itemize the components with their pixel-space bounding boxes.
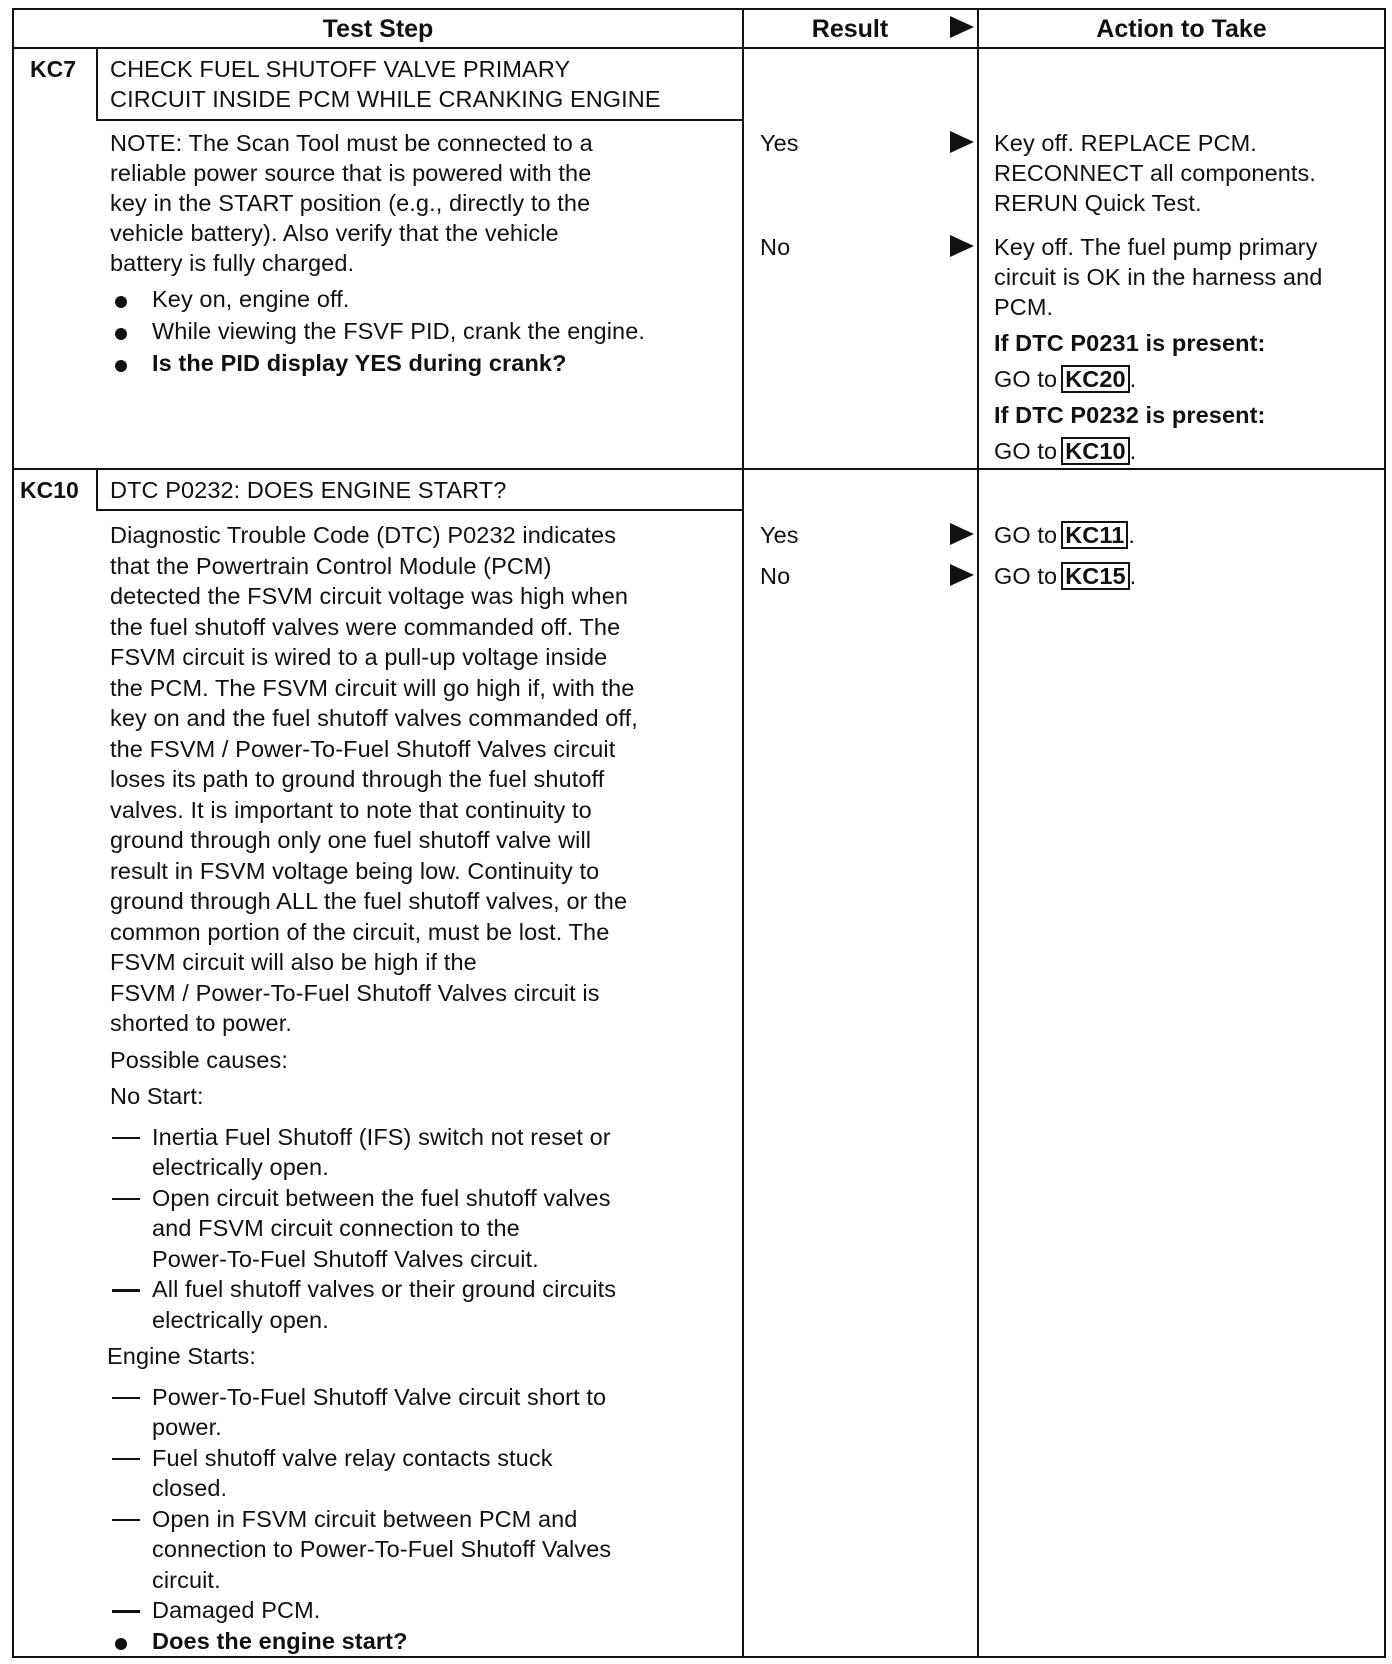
kc10-no-goto: GO to KC15 .	[994, 563, 1137, 589]
kc10-yes-goto: GO to KC11 .	[994, 522, 1136, 548]
goto-kc20-link[interactable]: KC20	[1061, 365, 1129, 393]
border-bottom	[12, 1656, 1386, 1658]
kc7-condition-p0232: If DTC P0232 is present:	[994, 402, 1266, 428]
goto-text: GO to	[994, 563, 1058, 589]
dash-icon	[112, 1610, 140, 1613]
engine-starts-cause-line: power.	[152, 1414, 222, 1440]
code-divider-kc10	[96, 468, 98, 511]
bullet-icon	[115, 328, 127, 340]
border-left	[12, 8, 14, 1658]
kc10-description-line: the FSVM / Power-To-Fuel Shutoff Valves circuit	[110, 735, 616, 762]
border-top	[12, 8, 1386, 10]
engine-starts-cause-line: Power-To-Fuel Shutoff Valve circuit short to	[152, 1383, 607, 1410]
dash-icon	[112, 1519, 140, 1522]
result-arrow-icon	[950, 564, 974, 586]
kc10-description-line: FSVM / Power-To-Fuel Shutoff Valves circuit is	[110, 979, 600, 1006]
kc10-result-no: No	[760, 563, 791, 589]
no-start-cause-line: Power-To-Fuel Shutoff Valves circuit.	[152, 1245, 539, 1272]
kc10-description-line: the fuel shutoff valves were commanded off. The	[110, 613, 621, 640]
kc10-description-line: valves. It is important to note that continuity to	[110, 796, 592, 823]
border-right	[1384, 8, 1386, 1658]
kc7-bullet-item: While viewing the FSVF PID, crank the engine.	[152, 318, 645, 344]
no-start-label: No Start:	[110, 1083, 204, 1109]
engine-starts-cause-line: circuit.	[152, 1566, 221, 1593]
result-arrow-icon	[950, 523, 974, 545]
goto-kc10-link[interactable]: KC10	[1061, 437, 1129, 465]
kc10-description-line: the PCM. The FSVM circuit will go high if, with the	[110, 674, 635, 701]
kc10-title: DTC P0232: DOES ENGINE START?	[110, 477, 507, 503]
no-start-cause-line: electrically open.	[152, 1306, 329, 1333]
header-result: Result	[811, 15, 889, 43]
engine-starts-cause-line: Open in FSVM circuit between PCM and	[152, 1505, 578, 1532]
no-start-cause-line: Inertia Fuel Shutoff (IFS) switch not reset or	[152, 1123, 611, 1150]
no-start-cause-line: and FSVM circuit connection to the	[152, 1215, 520, 1241]
goto-text: GO to	[994, 522, 1058, 548]
kc7-note-line: key in the START position (e.g., directly to the	[110, 190, 591, 216]
header-divider	[12, 47, 1386, 49]
kc7-title-line: CIRCUIT INSIDE PCM WHILE CRANKING ENGINE	[110, 86, 661, 112]
kc7-result-no: No	[760, 234, 791, 260]
kc7-no-action-line: PCM.	[994, 294, 1054, 320]
col-divider-result	[742, 8, 744, 1658]
kc10-description-line: loses its path to ground through the fuel shutoff	[110, 766, 605, 792]
goto-kc15-link[interactable]: KC15	[1061, 562, 1129, 590]
kc10-title-divider	[96, 509, 744, 511]
kc7-yes-action-line: RECONNECT all components.	[994, 160, 1317, 186]
possible-causes-label: Possible causes:	[110, 1046, 288, 1073]
header-action: Action to Take	[1096, 15, 1267, 43]
bullet-icon	[115, 296, 127, 308]
goto-text: GO to	[994, 366, 1058, 392]
kc7-result-yes: Yes	[760, 130, 799, 156]
kc7-note-line: reliable power source that is powered with the	[110, 160, 592, 186]
bullet-icon	[115, 360, 127, 372]
kc10-description-line: ground through only one fuel shutoff valve will	[110, 827, 592, 853]
kc10-description-line: shorted to power.	[110, 1010, 292, 1036]
dash-icon	[112, 1289, 140, 1292]
kc10-description-line: common portion of the circuit, must be lost. The	[110, 918, 610, 945]
kc7-yes-action-line: RERUN Quick Test.	[994, 190, 1202, 216]
kc7-goto-line: GO to KC20 .	[994, 366, 1137, 392]
kc7-note-line: battery is fully charged.	[110, 250, 355, 276]
kc10-description-line: key on and the fuel shutoff valves commanded off,	[110, 705, 638, 731]
kc10-description-line: detected the FSVM circuit voltage was high when	[110, 583, 629, 609]
no-start-cause-line: Open circuit between the fuel shutoff valves	[152, 1184, 611, 1211]
kc10-description-line: ground through ALL the fuel shutoff valves, or the	[110, 888, 628, 914]
header-arrow-icon	[950, 16, 974, 38]
step-code-kc10: KC10	[20, 477, 79, 503]
dash-icon	[112, 1397, 140, 1400]
kc7-title-divider	[96, 119, 744, 121]
code-divider-kc7	[96, 47, 98, 120]
no-start-cause-line: All fuel shutoff valves or their ground circuits	[152, 1276, 617, 1302]
header-test-step: Test Step	[322, 15, 434, 43]
kc7-no-action-line: circuit is OK in the harness and	[994, 264, 1323, 290]
engine-starts-label: Engine Starts:	[107, 1343, 257, 1369]
no-start-cause-line: electrically open.	[152, 1154, 329, 1180]
goto-text: GO to	[994, 438, 1058, 464]
col-divider-action	[977, 8, 979, 1658]
kc10-description-line: that the Powertrain Control Module (PCM)	[110, 552, 552, 579]
kc10-description-line: FSVM circuit will also be high if the	[110, 949, 477, 975]
result-arrow-icon	[950, 131, 974, 153]
step-code-kc7: KC7	[30, 56, 77, 82]
engine-starts-cause-line: connection to Power-To-Fuel Shutoff Valves	[152, 1536, 612, 1562]
bullet-icon	[115, 1638, 127, 1650]
kc7-bullet-item: Key on, engine off.	[152, 286, 350, 312]
kc10-result-yes: Yes	[760, 522, 799, 548]
kc7-yes-action-line: Key off. REPLACE PCM.	[994, 130, 1257, 156]
kc7-note-line: NOTE: The Scan Tool must be connected to a	[110, 130, 593, 156]
kc10-description-line: FSVM circuit is wired to a pull-up voltage inside	[110, 644, 608, 670]
dash-icon	[112, 1198, 140, 1201]
dash-icon	[112, 1458, 140, 1461]
row-divider	[12, 468, 1386, 470]
kc10-description-line: result in FSVM voltage being low. Continuity to	[110, 857, 600, 884]
kc7-title-line: CHECK FUEL SHUTOFF VALVE PRIMARY	[110, 56, 571, 82]
result-arrow-icon	[950, 235, 974, 257]
goto-kc11-link[interactable]: KC11	[1061, 521, 1128, 549]
engine-starts-cause-line: Damaged PCM.	[152, 1597, 321, 1623]
kc7-note-line: vehicle battery). Also verify that the vehicle	[110, 220, 559, 246]
dash-icon	[112, 1137, 140, 1140]
engine-starts-cause-line: Fuel shutoff valve relay contacts stuck	[152, 1444, 553, 1471]
kc7-no-action-line: Key off. The fuel pump primary	[994, 234, 1318, 260]
kc10-question: Does the engine start?	[152, 1627, 408, 1654]
kc7-condition-p0231: If DTC P0231 is present:	[994, 330, 1266, 356]
engine-starts-cause-line: closed.	[152, 1475, 228, 1501]
kc10-description-line: Diagnostic Trouble Code (DTC) P0232 indicates	[110, 522, 617, 548]
kc7-goto-line: GO to KC10 .	[994, 438, 1137, 464]
kc7-bullet-question: Is the PID display YES during crank?	[152, 350, 567, 376]
